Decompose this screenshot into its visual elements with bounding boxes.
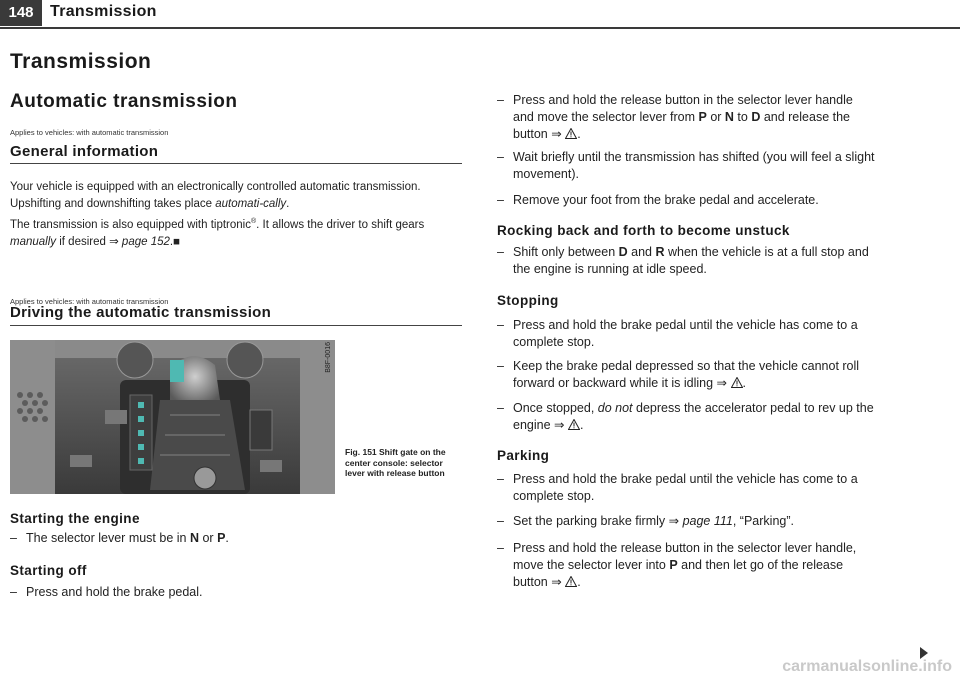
warning-icon[interactable] bbox=[565, 128, 577, 139]
list-item: – Press and hold the brake pedal. bbox=[10, 585, 203, 599]
page-reference-link[interactable]: ⇒ page 111 bbox=[668, 514, 733, 528]
list-item: – Shift only between D and R when the vehicle is at a full stop and the engine is running at idle speed. bbox=[497, 245, 869, 276]
running-title: Transmission bbox=[50, 3, 157, 20]
applies-note: Applies to vehicles: with automatic transmission bbox=[10, 128, 169, 137]
general-paragraph-1: Your vehicle is equipped with an electronically controlled automatic transmission. Upshifting and downshifting takes place automati-cally. bbox=[10, 181, 421, 210]
section-title: Transmission bbox=[10, 50, 152, 73]
shift-console-illustration bbox=[10, 340, 335, 494]
list-item: – Press and hold the brake pedal until the vehicle has come to a complete stop. bbox=[497, 318, 858, 349]
list-item: – The selector lever must be in N or P. bbox=[10, 531, 229, 545]
starting-engine-heading: Starting the engine bbox=[10, 511, 140, 526]
figure-caption: Fig. 151 Shift gate on the center console: selector lever with release button bbox=[345, 447, 446, 478]
heading-rule bbox=[10, 163, 462, 164]
starting-off-heading: Starting off bbox=[10, 563, 87, 578]
header-rule bbox=[0, 27, 960, 29]
shift-gate-figure bbox=[10, 340, 335, 494]
stopping-heading: Stopping bbox=[497, 293, 559, 308]
warning-icon[interactable] bbox=[568, 419, 580, 430]
list-item: – Press and hold the release button in the selector lever handle and move the selector lever from P or N to D and release the button ⇒ . bbox=[497, 93, 853, 141]
page-number: 148 bbox=[0, 0, 42, 26]
list-item: – Press and hold the brake pedal until the vehicle has come to a complete stop. bbox=[497, 472, 858, 503]
applies-note: Applies to vehicles: with automatic transmission bbox=[10, 297, 169, 306]
driving-heading: Driving the automatic transmission bbox=[10, 304, 272, 321]
end-mark: ■ bbox=[173, 235, 181, 248]
list-item: – Wait briefly until the transmission has shifted (you will feel a slight movement). bbox=[497, 150, 875, 181]
list-item: – Once stopped, do not depress the accelerator pedal to rev up the engine ⇒ . bbox=[497, 401, 874, 432]
chapter-title: Automatic transmission bbox=[10, 91, 238, 112]
heading-rule bbox=[10, 325, 462, 326]
parking-heading: Parking bbox=[497, 448, 550, 463]
warning-icon[interactable] bbox=[565, 576, 577, 587]
watermark: carmanualsonline.info bbox=[782, 658, 952, 675]
warning-icon[interactable] bbox=[731, 377, 743, 388]
page-reference-link[interactable]: ⇒ page 152 bbox=[109, 235, 170, 248]
list-item: – Press and hold the release button in the selector lever handle, move the selector lever into P and then let go of the release button ⇒ . bbox=[497, 541, 857, 589]
general-info-heading: General information bbox=[10, 143, 159, 160]
list-item: – Set the parking brake firmly ⇒ page 111, “Parking”. bbox=[497, 514, 794, 528]
figure-code: B8F-0016 bbox=[325, 342, 332, 373]
list-item: – Keep the brake pedal depressed so that the vehicle cannot roll forward or backward while it is idling ⇒ . bbox=[497, 359, 860, 390]
general-paragraph-2: The transmission is also equipped with tiptronic®. It allows the driver to shift gears manually if desired ⇒ page 152.■ bbox=[10, 218, 425, 248]
list-item: – Remove your foot from the brake pedal and accelerate. bbox=[497, 193, 819, 207]
rocking-heading: Rocking back and forth to become unstuck bbox=[497, 223, 790, 238]
